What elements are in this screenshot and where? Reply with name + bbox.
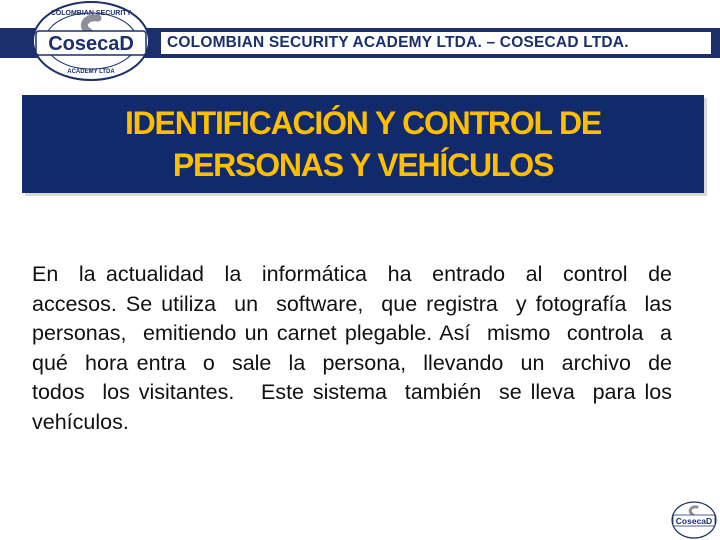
banner-title-line-2: PERSONAS Y VEHÍCULOS — [172, 147, 554, 183]
body-paragraph: En la actualidad la informática ha entrado al control de accesos. Se utiliza un software, que registra y fotografía las personas, emitiendo un carnet plegable. Así mismo controla a qué hora entra o sale la persona, llevando un archivo de todos los visitantes. Este sistema también se lleva para los vehículos. — [32, 262, 684, 434]
logo-ring-top: COLOMBIAN SECURITY — [50, 10, 132, 17]
logo-ring-bottom: ACADEMY LTDA — [67, 69, 115, 75]
title-banner — [22, 95, 704, 193]
header-title: COLOMBIAN SECURITY ACADEMY LTDA. – COSECAD LTDA. — [167, 34, 629, 51]
footer-cosecad-logo — [670, 500, 718, 540]
cosecad-logo — [28, 0, 154, 82]
header-title-box — [160, 31, 712, 55]
logo-name: CosecaD — [48, 33, 134, 55]
footer-logo-name: CosecaD — [675, 516, 713, 526]
banner-title-line-1: IDENTIFICACIÓN Y CONTROL DE — [124, 105, 602, 141]
